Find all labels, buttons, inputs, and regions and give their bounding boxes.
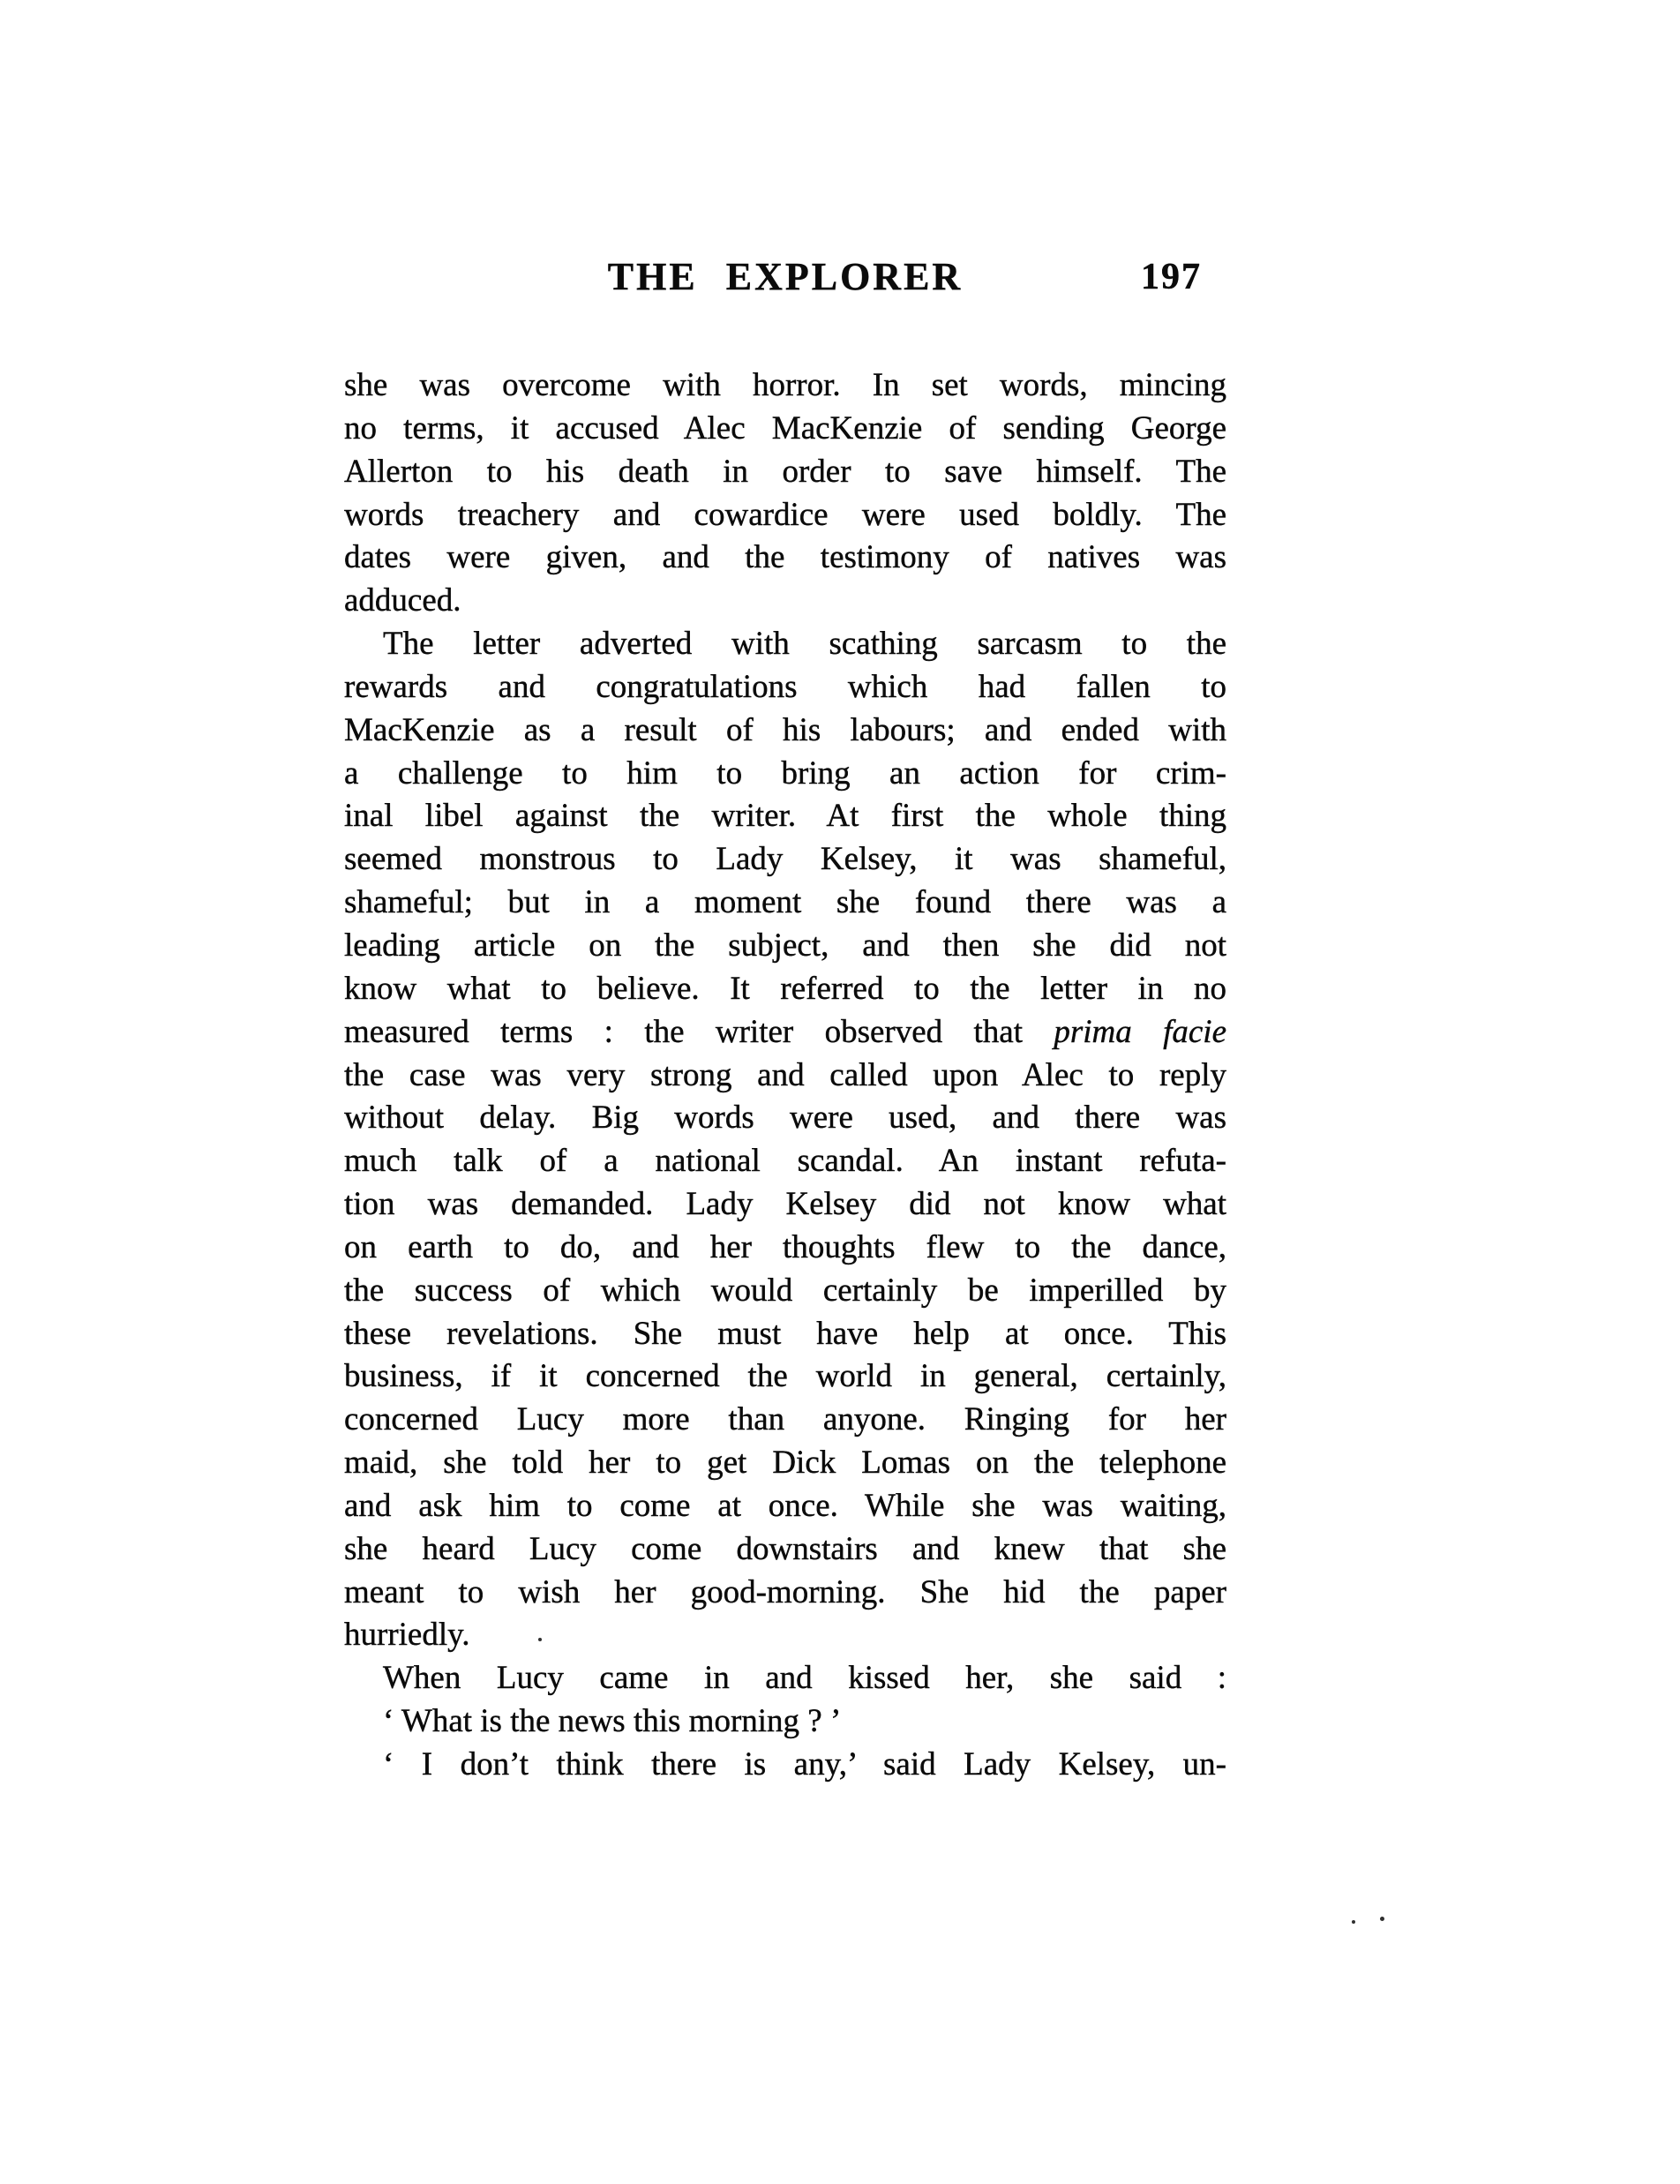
text-line: Allerton to his death in order to save himself. The	[344, 453, 1226, 490]
scan-speck	[1352, 1920, 1355, 1924]
text-line: know what to believe. It referred to the letter in no	[344, 970, 1226, 1007]
text-line: inal libel against the writer. At first the whole thing	[344, 798, 1226, 835]
text-line: tion was demanded. Lady Kelsey did not know what	[344, 1186, 1226, 1223]
text-line: The letter adverted with scathing sarcasm to the	[383, 626, 1226, 663]
text-line: shameful; but in a moment she found there was a	[344, 884, 1226, 921]
text-line: rewards and congratulations which had fallen to	[344, 668, 1226, 705]
text-line: ‘ What is the news this morning ? ’	[383, 1703, 842, 1740]
text-line: the case was very strong and called upon Alec to reply	[344, 1056, 1226, 1093]
text-line: the success of which would certainly be imperilled by	[344, 1272, 1226, 1309]
text-line: meant to wish her good-morning. She hid the paper	[344, 1573, 1226, 1610]
text-line: hurriedly.	[344, 1617, 470, 1654]
page-number: 197	[1141, 257, 1202, 297]
text-line: much talk of a national scandal. An instant refuta-	[344, 1143, 1226, 1180]
text-line: dates were given, and the testimony of natives was	[344, 539, 1226, 576]
text-line: words treachery and cowardice were used boldly. The	[344, 496, 1226, 533]
text-line	[344, 1011, 1226, 1054]
page-header	[344, 254, 1226, 300]
scan-speck	[538, 1638, 542, 1641]
text-line: a challenge to him to bring an action for crim-	[344, 754, 1226, 792]
running-title: THE EXPLORER	[607, 255, 964, 298]
text-line: adduced.	[344, 582, 461, 619]
scan-speck	[1380, 1917, 1384, 1921]
text-line: and ask him to come at once. While she was waiting,	[344, 1487, 1226, 1524]
text-line: business, if it concerned the world in general, certainly,	[344, 1358, 1226, 1395]
text-line: When Lucy came in and kissed her, she said :	[383, 1660, 1226, 1697]
text-line: leading article on the subject, and then she did not	[344, 927, 1226, 964]
page-text-block	[344, 364, 1226, 1787]
text-line: ‘ I don’t think there is any,’ said Lady Kelsey, un-	[383, 1746, 1226, 1782]
text-line: on earth to do, and her thoughts flew to the dance,	[344, 1228, 1226, 1265]
text-line: concerned Lucy more than anyone. Ringing for her	[344, 1401, 1226, 1438]
text-line: she was overcome with horror. In set words, mincing	[344, 367, 1226, 403]
text-line: MacKenzie as a result of his labours; and ended with	[344, 711, 1226, 748]
text-line: she heard Lucy come downstairs and knew that she	[344, 1530, 1226, 1567]
text-line: these revelations. She must have help at once. This	[344, 1315, 1226, 1352]
text-line: no terms, it accused Alec MacKenzie of sending George	[344, 409, 1226, 447]
text-segment: measured terms : the writer observed that	[344, 1013, 1054, 1050]
text-line: without delay. Big words were used, and there was	[344, 1100, 1226, 1137]
text-line: maid, she told her to get Dick Lomas on the telephone	[344, 1445, 1226, 1482]
text-line: seemed monstrous to Lady Kelsey, it was shameful,	[344, 841, 1226, 878]
italic-phrase: prima facie	[1054, 1013, 1226, 1050]
